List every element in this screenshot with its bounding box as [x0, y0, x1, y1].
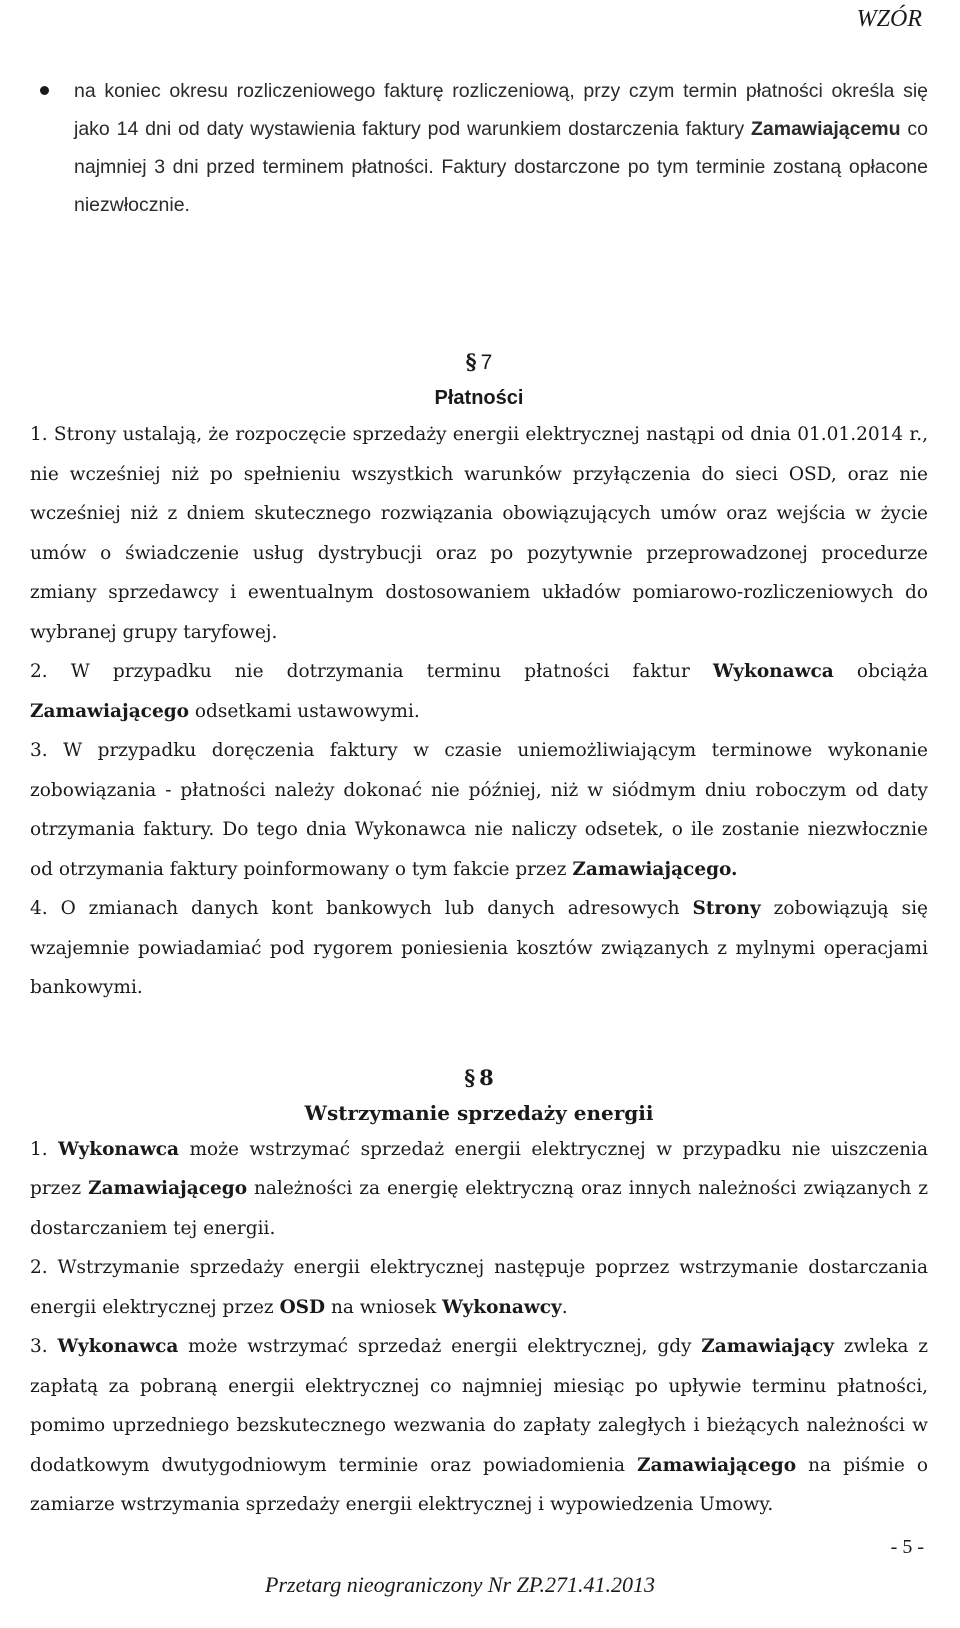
section-sign-icon: § — [465, 349, 477, 374]
section-title: Płatności — [434, 387, 524, 409]
section-8-item-1: 1. Wykonawca może wstrzymać sprzedaż energii elektrycznej w przypadku nie uiszczenia przez Zamawiającego należności za energię elektryczną oraz innych należności związanych z dostarczaniem tej energii. — [30, 1138, 929, 1239]
section-7-item-2: 2. W przypadku nie dotrzymania terminu płatności faktur Wykonawca obciąża Zamawiającego odsetkami ustawowymi. — [30, 661, 928, 722]
bullet-text: na koniec okresu rozliczeniowego fakturę rozliczeniową, przy czym termin płatności określa się jako 14 dni od daty wystawienia faktury pod warunkiem dostarczenia faktury Zamawiającemu co najmniej 3 dni przed terminem płatności. Faktury dostarczone po tym terminie zostaną opłacone niezwłocznie. — [74, 80, 929, 216]
section-7-item-1: 1. Strony ustalają, że rozpoczęcie sprzedaży energii elektrycznej nastąpi od dnia 01.01.2014 r., nie wcześniej niż po spełnieniu wszystkich warunków przyłączenia do sieci OSD, oraz nie wcześniej niż z dniem skutecznego rozwiązania obowiązujących umów oraz wejścia w życie umów o świadczenie usług dystrybucji oraz po pozytywnie przeprowadzonej procedurze zmiany sprzedawcy i ewentualnym dostosowaniem układów pomiarowo-rozliczeniowych do wybranej grupy taryfowej. — [30, 424, 928, 643]
bullet-icon — [40, 86, 49, 95]
draft-mark: WZÓR — [856, 6, 922, 32]
bullet-paragraph — [30, 72, 928, 224]
page-number: - 5 - — [890, 1536, 924, 1558]
section-number: 7 — [480, 351, 493, 374]
section-sign-icon: § — [464, 1064, 476, 1090]
section-8-heading — [30, 1060, 928, 1130]
section-title: Wstrzymanie sprzedaży energii — [304, 1100, 654, 1125]
section-8-item-3: 3. Wykonawca może wstrzymać sprzedaż energii elektrycznej, gdy Zamawiający zwleka z zapłatą za pobraną energii elektrycznej co najmniej miesiąc po upływie terminu płatności, pomimo uprzedniego bezskutecznego wezwania do zapłaty zaległych i bieżących należności w dodatkowym dwutygodniowym terminie oraz powiadomienia Zamawiającego na piśmie o zamiarze wstrzymania sprzedaży energii elektrycznej i wypowiedzenia Umowy. — [30, 1336, 928, 1515]
section-8-item-2: 2. Wstrzymanie sprzedaży energii elektrycznej następuje poprzez wstrzymanie dostarczania energii elektrycznej przez OSD na wniosek Wykonawcy. — [30, 1257, 928, 1318]
footer-text: Przetarg nieograniczony Nr ZP.271.41.2013 — [265, 1572, 655, 1597]
document-body — [30, 72, 928, 1525]
section-7-heading — [30, 344, 928, 415]
section-number: 8 — [479, 1064, 494, 1090]
section-7-item-4: 4. O zmianach danych kont bankowych lub danych adresowych Strony zobowiązują się wzajemnie powiadamiać pod rygorem poniesienia kosztów związanych z mylnymi operacjami bankowymi. — [30, 898, 928, 998]
section-7-item-3: 3. W przypadku doręczenia faktury w czasie uniemożliwiającym terminowe wykonanie zobowiązania - płatności należy dokonać nie później, niż w siódmym dniu roboczym od daty otrzymania faktury. Do tego dnia Wykonawca nie naliczy odsetek, o ile zostanie niezwłocznie od otrzymania faktury poinformowany o tym fakcie przez Zamawiającego. — [30, 740, 928, 880]
